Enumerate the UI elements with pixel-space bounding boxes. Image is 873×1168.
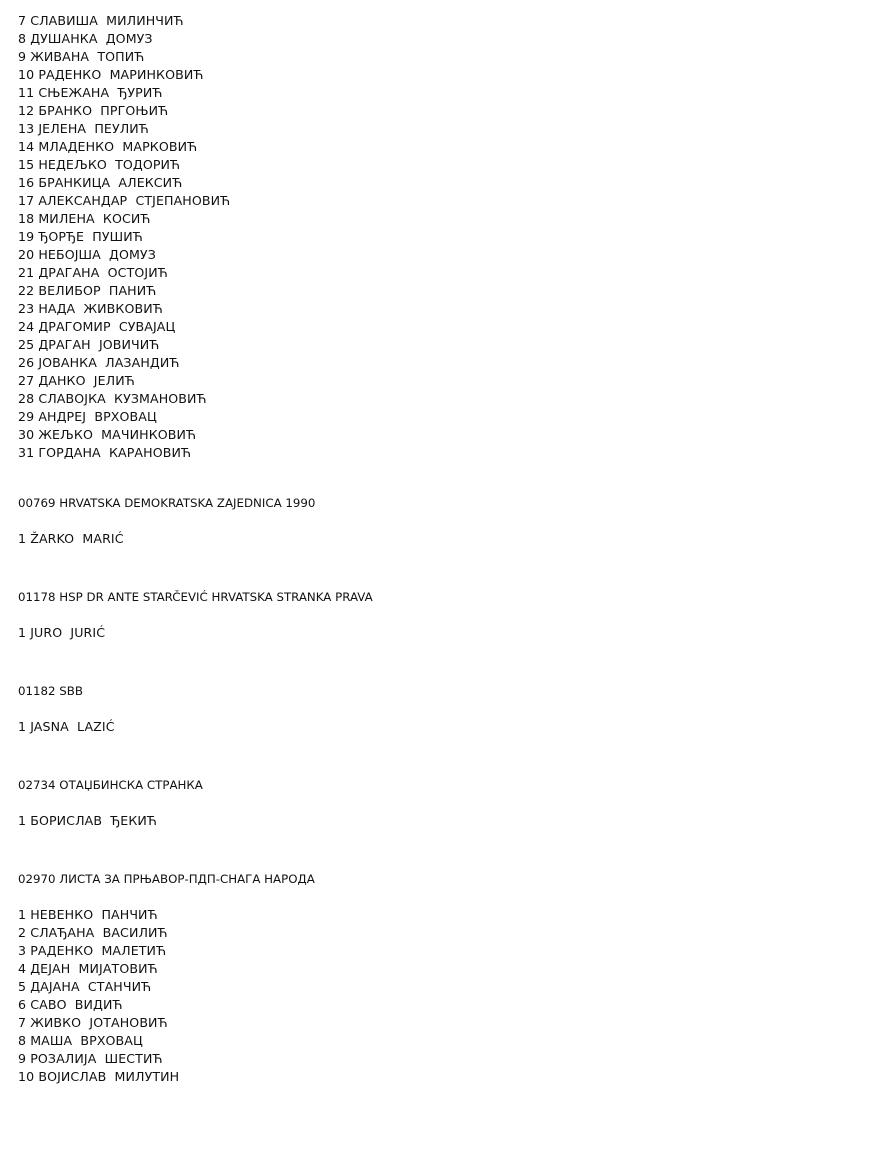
candidate-entry: 10 РАДЕНКО МАРИНКОВИЋ [18, 67, 204, 82]
spacer [18, 548, 858, 588]
candidate-entry: 13 ЈЕЛЕНА ПЕУЛИЋ [18, 121, 149, 136]
candidate-entry: 8 МАША ВРХОВАЦ [18, 1033, 143, 1048]
party-header: 00769 HRVATSKA DEMOKRATSKA ZAJEDNICA 1990 [18, 496, 316, 510]
party-block-01178 [18, 588, 858, 642]
party-block-02970 [18, 870, 858, 1086]
candidate-entry: 17 АЛЕКСАНДАР СТЈЕПАНОВИЋ [18, 193, 231, 208]
candidate-entry: 1 JURO JURIĆ [18, 625, 106, 640]
candidate-entry: 15 НЕДЕЉКО ТОДОРИЋ [18, 157, 181, 172]
candidate-entry: 12 БРАНКО ПРГОЊИЋ [18, 103, 169, 118]
candidate-entry: 11 СЊЕЖАНА ЂУРИЋ [18, 85, 163, 100]
candidate-entry: 24 ДРАГОМИР СУВАЈАЦ [18, 319, 176, 334]
candidate-entry: 6 САВО ВИДИЋ [18, 997, 123, 1012]
candidate-entry: 30 ЖЕЉКО МАЧИНКОВИЋ [18, 427, 197, 442]
candidate-entry: 26 ЈОВАНКА ЛАЗАНДИЋ [18, 355, 180, 370]
candidate-entry: 9 РОЗАЛИЈА ШЕСТИЋ [18, 1051, 163, 1066]
candidate-entry: 2 СЛАЂАНА ВАСИЛИЋ [18, 925, 168, 940]
candidate-entry: 27 ДАНКО ЈЕЛИЋ [18, 373, 135, 388]
candidate-entry: 5 ДАЈАНА СТАНЧИЋ [18, 979, 152, 994]
party-header: 02734 ОТАЏБИНСКА СТРАНКА [18, 778, 203, 792]
party-block-01182 [18, 682, 858, 736]
candidate-entry: 18 МИЛЕНА КОСИЋ [18, 211, 151, 226]
first-party-candidate-list [18, 12, 858, 462]
candidate-entry: 20 НЕБОЈША ДОМУЗ [18, 247, 156, 262]
party-header: 01182 SBB [18, 684, 83, 698]
candidate-entry: 22 ВЕЛИБОР ПАНИЋ [18, 283, 157, 298]
candidate-entry: 7 ЖИВКО ЈОТАНОВИЋ [18, 1015, 168, 1030]
party-header: 02970 ЛИСТА ЗА ПРЊАВОР-ПДП-СНАГА НАРОДА [18, 872, 315, 886]
candidate-entry: 31 ГОРДАНА КАРАНОВИЋ [18, 445, 191, 460]
party-block-02734 [18, 776, 858, 830]
candidate-entry: 10 ВОЈИСЛАВ МИЛУТИН [18, 1069, 180, 1084]
spacer [18, 830, 858, 870]
candidate-entry: 29 АНДРЕЈ ВРХОВАЦ [18, 409, 157, 424]
candidate-entry: 28 СЛАВОЈКА КУЗМАНОВИЋ [18, 391, 207, 406]
candidate-entry: 1 НЕВЕНКО ПАНЧИЋ [18, 907, 158, 922]
candidate-entry: 3 РАДЕНКО МАЛЕТИЋ [18, 943, 167, 958]
candidate-entry: 7 СЛАВИША МИЛИНЧИЋ [18, 13, 184, 28]
candidate-entry: 14 МЛАДЕНКО МАРКОВИЋ [18, 139, 198, 154]
candidate-entry: 25 ДРАГАН ЈОВИЧИЋ [18, 337, 160, 352]
spacer [18, 462, 858, 494]
candidate-entry: 4 ДЕЈАН МИЈАТОВИЋ [18, 961, 158, 976]
party-block-00769 [18, 494, 858, 548]
spacer [18, 642, 858, 682]
candidate-entry: 23 НАДА ЖИВКОВИЋ [18, 301, 163, 316]
candidate-entry: 1 JASNA LAZIĆ [18, 719, 115, 734]
candidate-entry: 16 БРАНКИЦА АЛЕКСИЋ [18, 175, 183, 190]
candidate-entry: 9 ЖИВАНА ТОПИЋ [18, 49, 145, 64]
party-header: 01178 HSP DR ANTE STARČEVIĆ HRVATSKA STRANKA PRAVA [18, 590, 373, 604]
candidate-entry: 19 ЂОРЂЕ ПУШИЋ [18, 229, 143, 244]
candidate-entry: 8 ДУШАНКА ДОМУЗ [18, 31, 153, 46]
candidate-list-document [18, 12, 858, 1086]
spacer [18, 736, 858, 776]
candidate-entry: 1 БОРИСЛАВ ЂЕКИЋ [18, 813, 157, 828]
candidate-entry: 21 ДРАГАНА ОСТОЈИЋ [18, 265, 168, 280]
candidate-entry: 1 ŽARKO MARIĆ [18, 531, 124, 546]
